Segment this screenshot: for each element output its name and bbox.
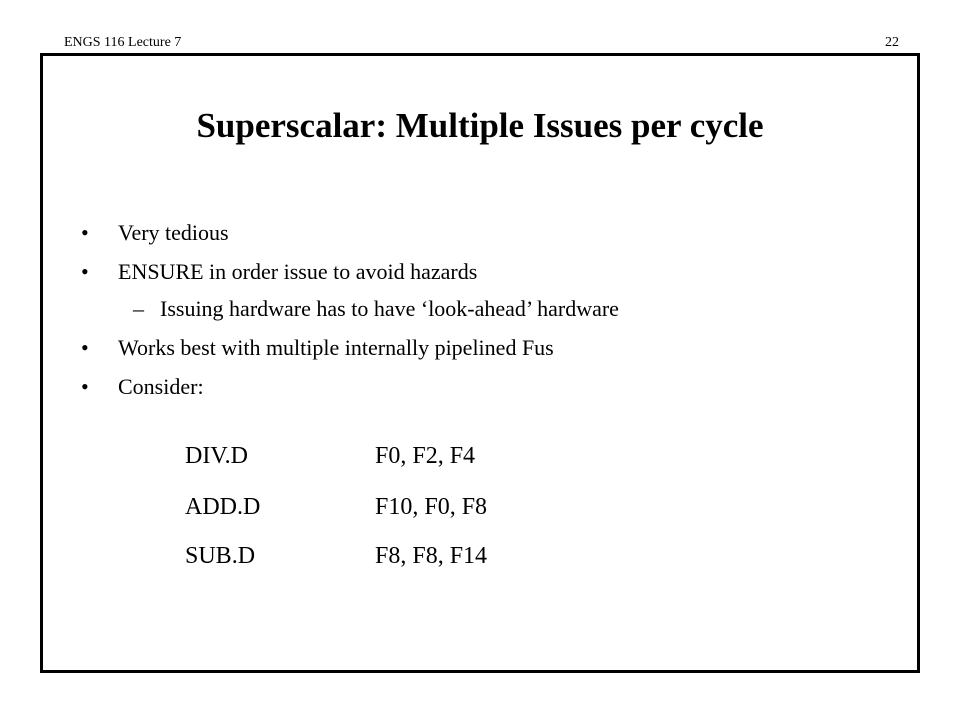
bullet-text: Works best with multiple internally pipelined Fus [118, 335, 554, 360]
bullet-text: Consider: [118, 374, 204, 399]
bullet-marker: • [81, 335, 89, 360]
bullet-text: ENSURE in order issue to avoid hazards [118, 259, 478, 284]
slide-title: Superscalar: Multiple Issues per cycle [196, 106, 764, 145]
sub-bullet-text: Issuing hardware has to have ‘look-ahead’ hardware [160, 296, 619, 321]
instruction-operands: F0, F2, F4 [375, 443, 476, 469]
course-header: ENGS 116 Lecture 7 [64, 35, 182, 50]
instruction-operands: F8, F8, F14 [375, 543, 488, 569]
instruction-operands: F10, F0, F8 [375, 494, 488, 520]
page-number: 22 [885, 35, 899, 50]
instruction-opcode: SUB.D [185, 543, 256, 569]
bullet-marker: • [81, 220, 89, 245]
instruction-opcode: ADD.D [185, 494, 261, 520]
slide-frame [40, 53, 920, 673]
bullet-text: Very tedious [118, 220, 229, 245]
bullet-marker: • [81, 374, 89, 399]
bullet-marker: • [81, 259, 89, 284]
sub-bullet-dash: – [133, 296, 144, 321]
instruction-opcode: DIV.D [185, 443, 248, 469]
